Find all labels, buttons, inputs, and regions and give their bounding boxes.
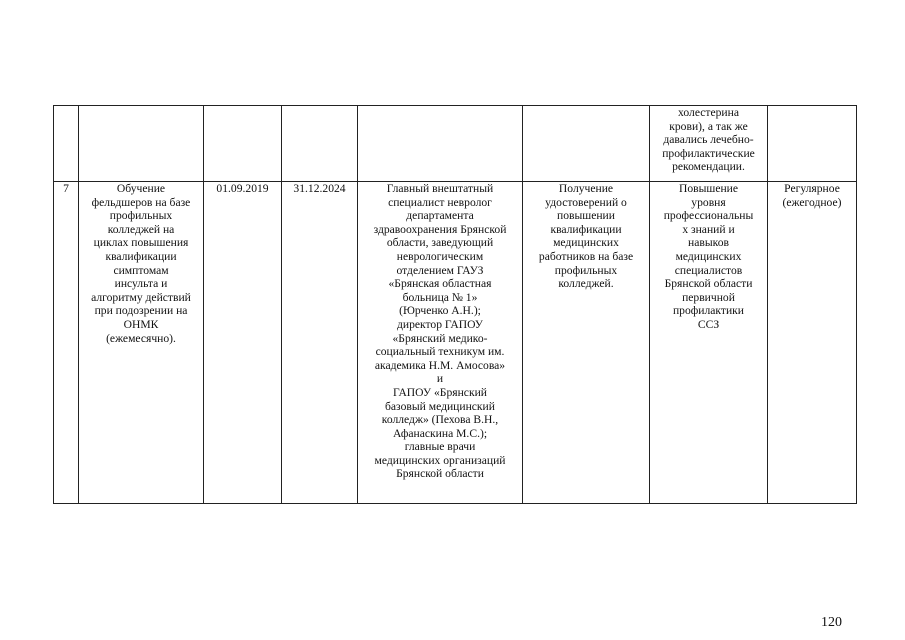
text-line: Повышение	[678, 182, 739, 195]
text-line: х знаний и	[682, 222, 735, 236]
text-line: крови), а так же	[669, 119, 748, 133]
text-line: уровня	[691, 195, 726, 209]
cell-end-date: 31.12.2024	[282, 182, 358, 504]
text-line: директор ГАПОУ	[396, 317, 484, 331]
table-row-continuation	[54, 106, 857, 182]
page-number: 120	[821, 615, 842, 630]
text-line: профилактики	[672, 304, 745, 318]
text-line: квалификации	[105, 249, 177, 263]
cell-activity	[79, 182, 204, 504]
text-line: Обучение	[116, 182, 166, 195]
text-line: здравоохранения Брянской	[373, 222, 507, 236]
text-line: инсульта и	[114, 277, 168, 291]
cell-start-date: 01.09.2019	[204, 182, 282, 504]
cell-effect	[650, 106, 768, 182]
cell-result	[523, 106, 650, 182]
text-line: алгоритму действий	[91, 290, 191, 304]
text-line: ГАПОУ «Брянский	[393, 385, 487, 399]
cell-activity	[79, 106, 204, 182]
text-line: работников на базе	[538, 249, 634, 263]
text-line: ОНМК	[123, 317, 159, 331]
cell-responsible	[358, 182, 523, 504]
text-line: (Юрченко А.Н.);	[399, 304, 481, 318]
text-line: медицинских	[553, 236, 619, 250]
cell-responsible	[358, 106, 523, 182]
cell-start-date	[204, 106, 282, 182]
cell-result	[523, 182, 650, 504]
text-line: повышении	[557, 209, 615, 223]
cell-periodicity	[768, 182, 857, 504]
text-line: навыков	[688, 236, 729, 250]
text-line: первичной	[682, 290, 735, 304]
text-line: «Брянская областная	[388, 277, 492, 291]
text-line: колледжей.	[558, 277, 614, 291]
text-line: неврологическим	[396, 249, 484, 263]
text-line: профильных	[554, 263, 618, 277]
text-line: при подозрении на	[94, 304, 188, 318]
text-line: Афанаскина М.С.);	[392, 426, 488, 440]
text-line: холестерина	[678, 106, 739, 119]
cell-end-date	[282, 106, 358, 182]
text-line: фельдшеров на базе	[91, 195, 191, 209]
text-line: департамента	[406, 209, 474, 223]
text-line: специалист невролог	[388, 195, 492, 209]
text-line: академика Н.М. Амосова»	[374, 358, 506, 372]
text-line: циклах повышения	[93, 236, 189, 250]
text-line: (ежегодное)	[782, 195, 842, 209]
text-line: давались лечебно-	[663, 133, 754, 147]
text-line: главные врачи	[404, 440, 476, 454]
text-line: области, заведующий	[386, 236, 494, 250]
text-line: профильных	[109, 209, 173, 223]
text-line: Главный внештатный	[386, 182, 494, 195]
text-line: квалификации	[550, 222, 622, 236]
text-line: ССЗ	[697, 317, 720, 331]
text-line: больница № 1»	[402, 290, 478, 304]
text-line: Брянской области	[396, 467, 484, 481]
text-line: удостоверений о	[545, 195, 627, 209]
text-line: и	[436, 372, 444, 386]
text-line: (ежемесячно).	[106, 331, 176, 345]
text-line: симптомам	[113, 263, 169, 277]
cell-number	[54, 106, 79, 182]
text-line: социальный техникум им.	[375, 345, 505, 359]
text-line: рекомендации.	[672, 160, 745, 174]
cell-effect	[650, 182, 768, 504]
text-line: Получение	[558, 182, 614, 195]
measures-table	[53, 105, 857, 504]
table-row-7	[54, 182, 857, 504]
text-line: профилактические	[662, 146, 755, 160]
cell-periodicity	[768, 106, 857, 182]
text-line: медицинских организаций	[374, 453, 506, 467]
text-line: колледжей на	[107, 222, 175, 236]
text-line: базовый медицинский	[385, 399, 495, 413]
text-line: «Брянский медико-	[392, 331, 488, 345]
text-line: Регулярное	[784, 182, 840, 195]
text-line: Брянской области	[664, 277, 753, 291]
cell-number: 7	[54, 182, 79, 504]
text-line: медицинских	[675, 249, 742, 263]
text-line: отделением ГАУЗ	[396, 263, 484, 277]
text-line: специалистов	[674, 263, 743, 277]
text-line: колледж» (Пехова В.Н.,	[381, 413, 499, 427]
text-line: профессиональны	[663, 209, 754, 223]
